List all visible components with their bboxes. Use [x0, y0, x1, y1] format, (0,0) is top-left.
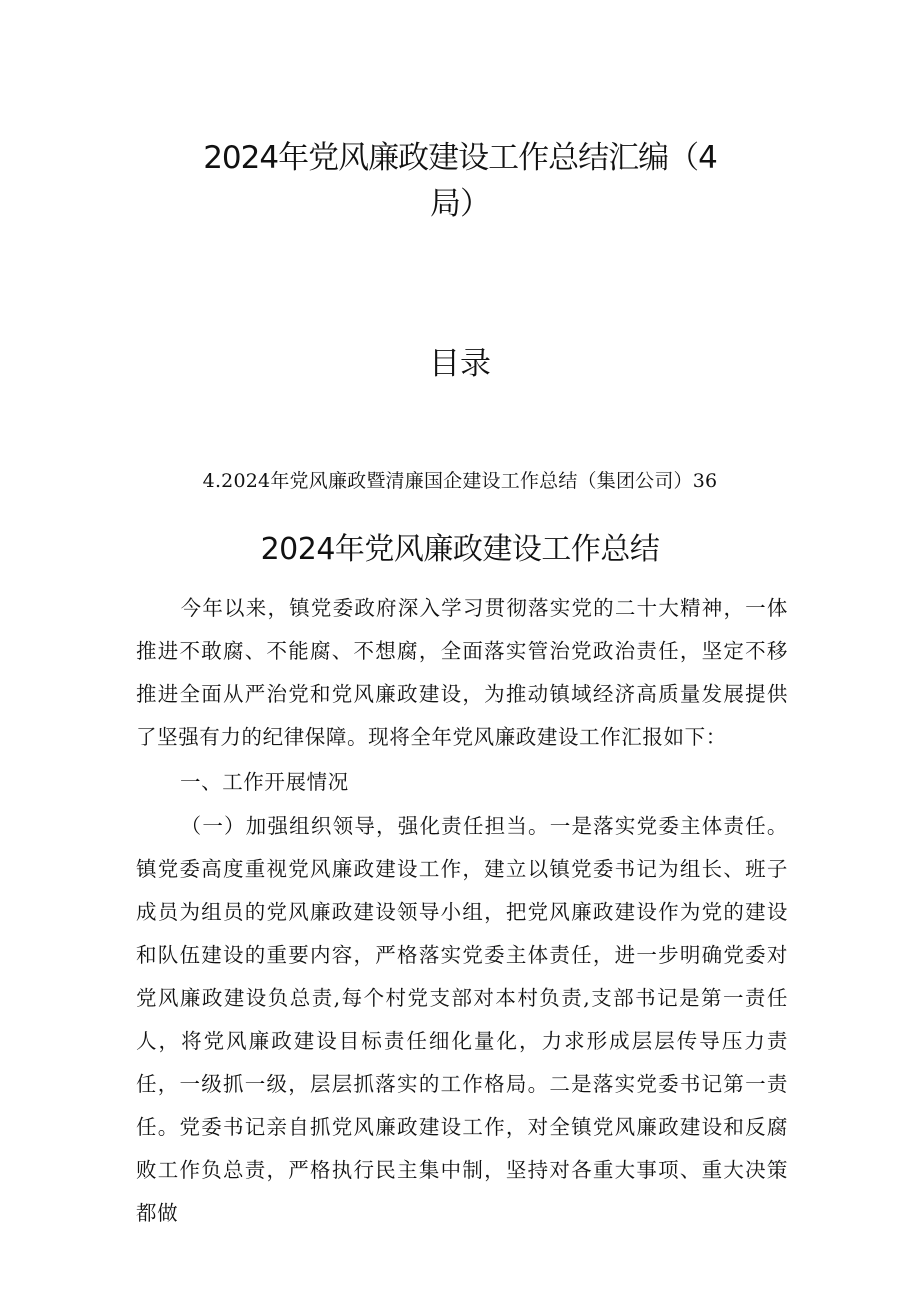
heading-work-progress: 一、工作开展情况 — [180, 770, 349, 794]
section-title: 2024年党风廉政建设工作总结 — [260, 532, 660, 567]
document-title-line-2: 局） — [430, 186, 490, 222]
body-paragraph-text: （一）加强组织领导，强化责任担当。一是落实党委主体责任。镇党委高度重视党风廉政建设工作，建立以镇党委书记为组长、班子成员为组员的党风廉政建设领导小组，把党风廉政建设作为党的建设和队伍建设的重要内容，严格落实党委主体责任，进一步明确党委对党风廉政建设负总责,每个村党支部对本村负责,支部书记是第一责任人，将党风廉政建设目标责任细化量化，力求形成层层传导压力责任，一级抓一级，层层抓落实的工作格局。二是落实党委书记第一责任。党委书记亲自抓党风廉政建设工作，对全镇党风廉政建设和反腐败工作负总责，严格执行民主集中制，坚持对各重大事项、重大决策都做 — [136, 814, 788, 1225]
document-title-line-1: 2024年党风廉政建设工作总结汇编（4 — [203, 140, 717, 176]
toc-heading: 目录 — [429, 346, 491, 382]
intro-paragraph — [136, 587, 788, 759]
intro-paragraph-text: 今年以来，镇党委政府深入学习贯彻落实党的二十大精神，一体推进不敢腐、不能腐、不想腐，全面落实管治党政治责任，坚定不移推进全面从严治党和党风廉政建设，为推动镇域经济高质量发展提供了坚强有力的纪律保障。现将全年党风廉政建设工作汇报如下： — [136, 596, 788, 749]
toc-entry[interactable]: 4.2024年党风廉政暨清廉国企建设工作总结（集团公司）36 — [202, 470, 718, 492]
body-paragraph — [136, 805, 788, 1235]
